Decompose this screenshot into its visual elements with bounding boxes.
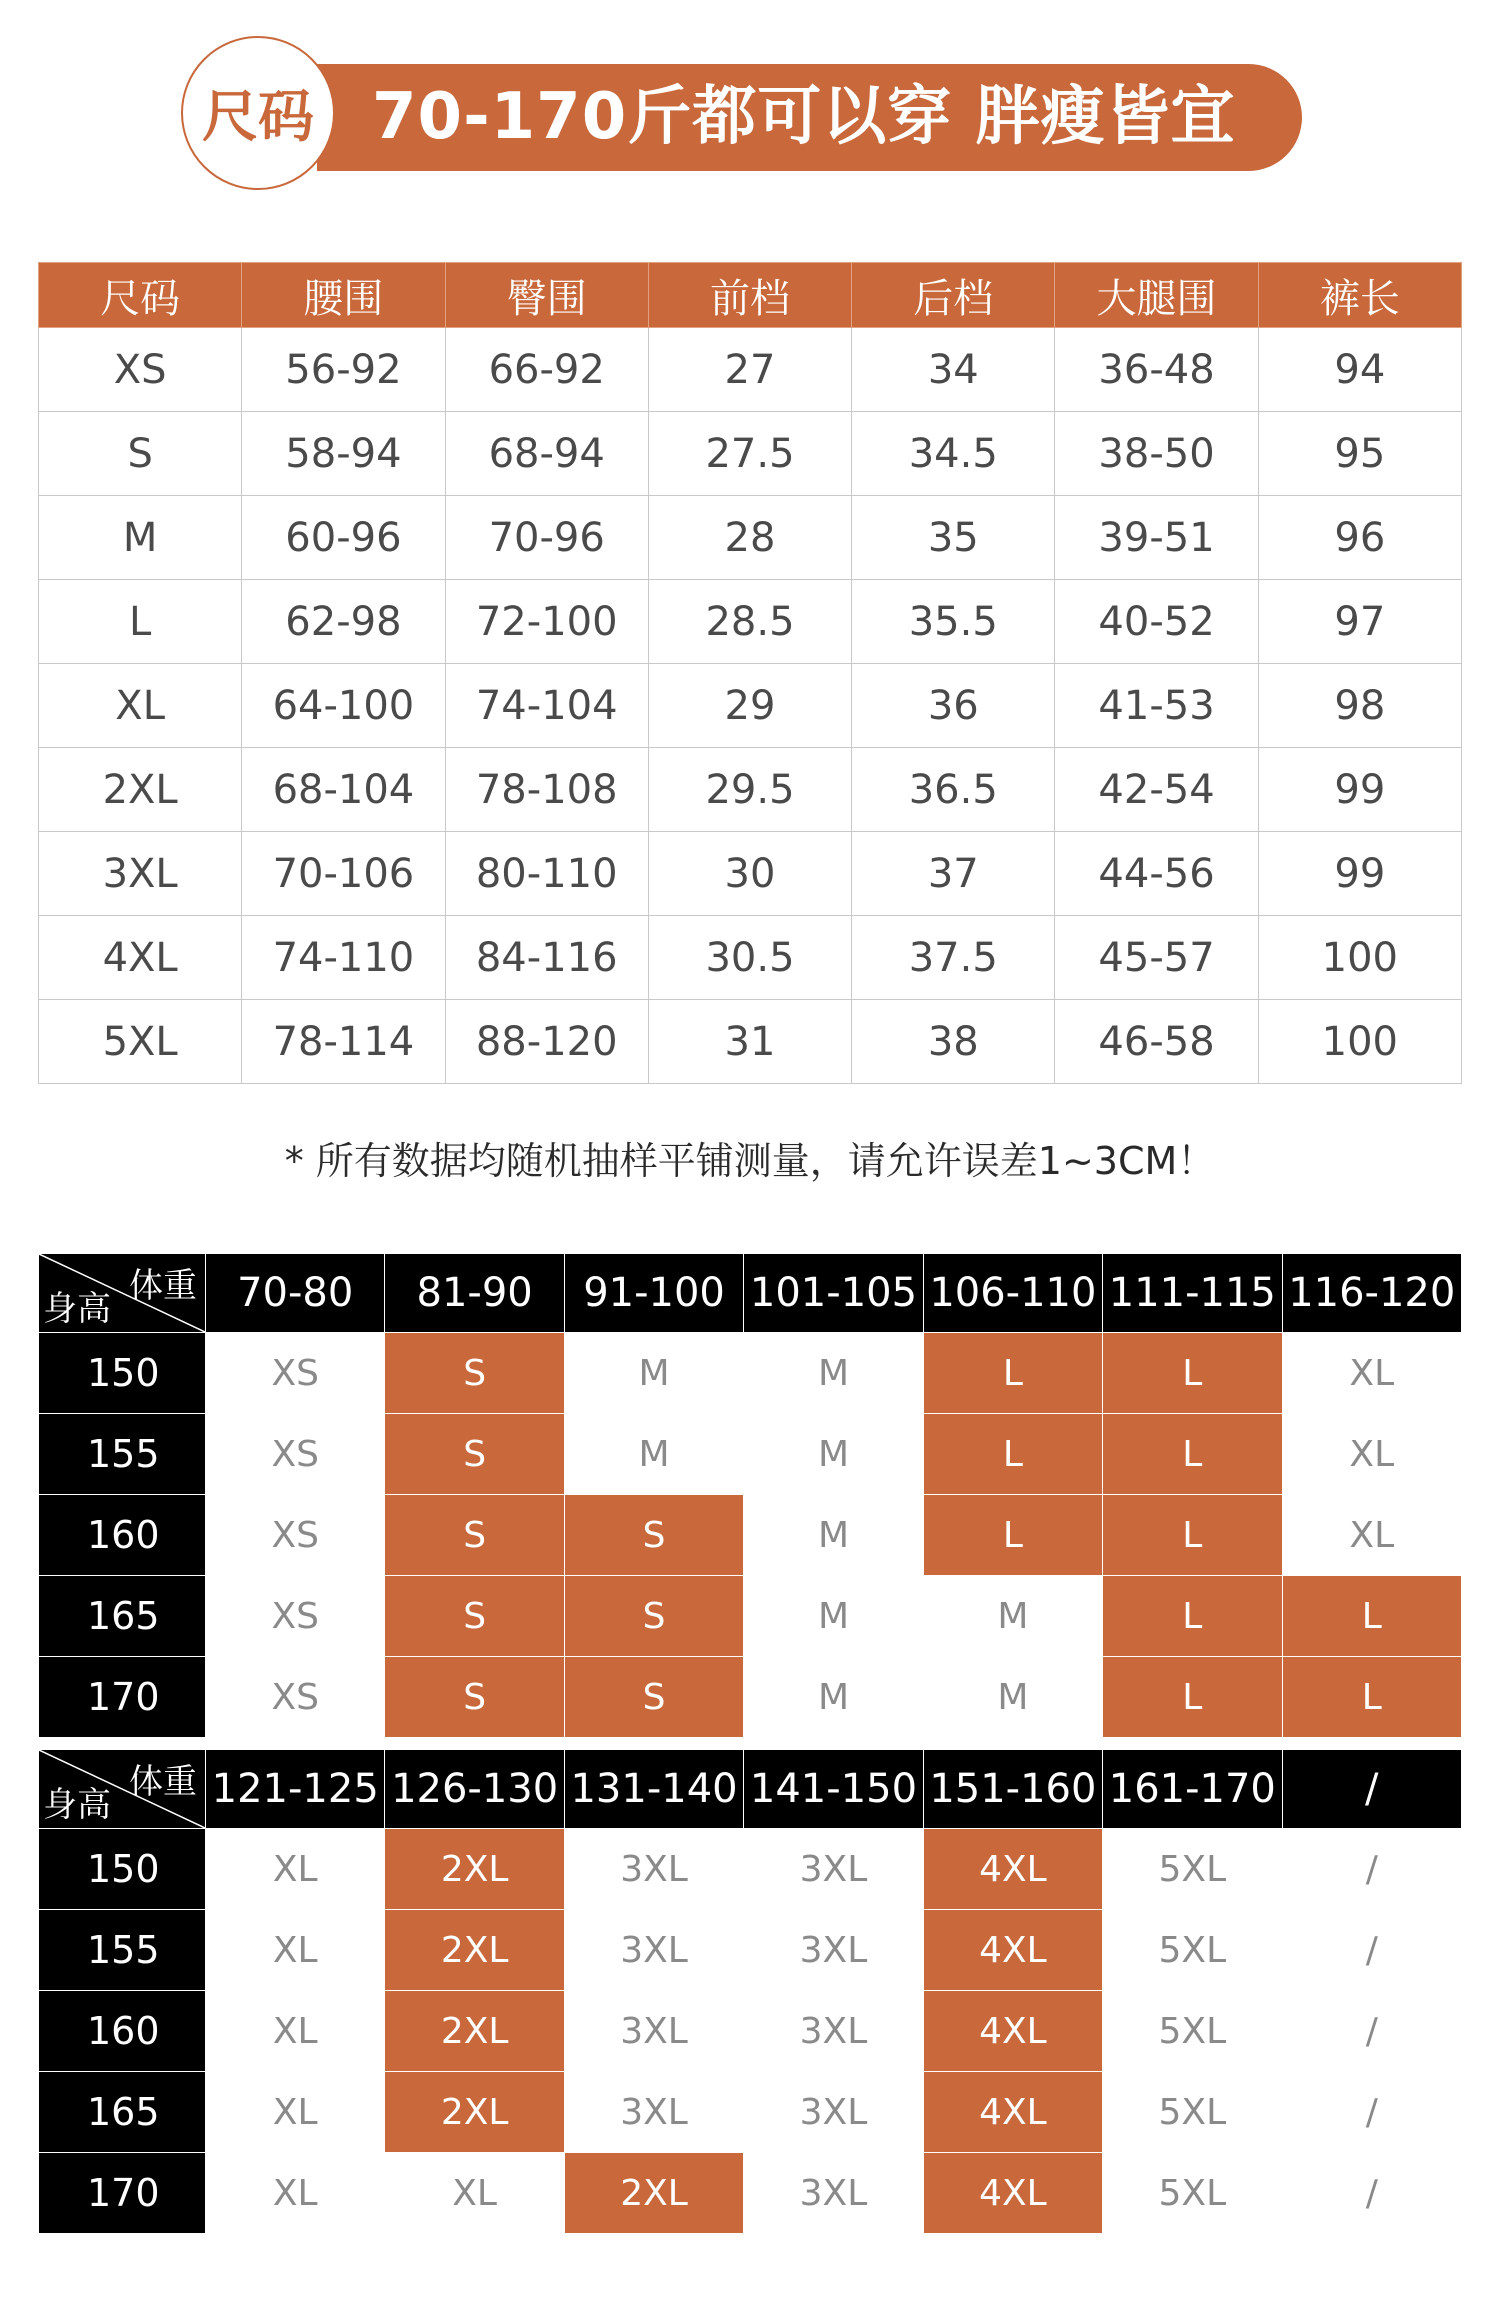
measurement-cell: 37.5 [852,916,1055,1000]
fit-table-header-row [39,1750,1462,1829]
measurement-cell: 35.5 [852,580,1055,664]
size-table-body [39,328,1462,1084]
corner-weight-label: 体重 [129,1762,197,1802]
size-cell: 3XL [564,1910,743,1991]
size-table-header-row [39,263,1462,328]
measurement-cell: 78-108 [445,748,648,832]
size-cell: 4XL [923,2072,1102,2153]
measurement-cell: 40-52 [1055,580,1258,664]
weight-header: 121-125 [206,1750,385,1829]
size-cell: XS [206,1657,385,1738]
measurement-cell: 38-50 [1055,412,1258,496]
headline-text: 70-170斤都可以穿 胖瘦皆宜 [372,80,1236,154]
size-cell: XL [206,2153,385,2234]
column-header: 后档 [852,263,1055,328]
measurement-cell: 100 [1258,1000,1461,1084]
size-cell: M [923,1657,1102,1738]
size-label-cell: M [39,496,242,580]
size-cell: 2XL [564,2153,743,2234]
measurement-cell: 62-98 [242,580,445,664]
size-cell: 4XL [923,2153,1102,2234]
measurement-cell: 29 [648,664,851,748]
size-label-cell: 5XL [39,1000,242,1084]
size-cell: / [1282,1991,1461,2072]
size-cell: S [385,1657,564,1738]
size-cell: 3XL [744,1910,923,1991]
measurement-cell: 96 [1258,496,1461,580]
size-cell: XL [206,1991,385,2072]
weight-header: 151-160 [923,1750,1102,1829]
size-cell: L [1103,1414,1282,1495]
size-cell: L [923,1333,1102,1414]
size-cell: 2XL [385,1829,564,1910]
size-cell: L [923,1414,1102,1495]
size-cell: XL [1282,1333,1461,1414]
size-cell: XL [1282,1414,1461,1495]
measurement-cell: 46-58 [1055,1000,1258,1084]
size-badge [181,36,335,190]
table-row [39,1657,1462,1738]
size-cell: XL [385,2153,564,2234]
measurement-cell: 80-110 [445,832,648,916]
size-cell: XS [206,1414,385,1495]
size-cell: S [564,1495,743,1576]
measurement-cell: 98 [1258,664,1461,748]
measurement-cell: 36-48 [1055,328,1258,412]
size-cell: 5XL [1103,1829,1282,1910]
table-row [39,664,1462,748]
height-cell: 170 [39,1657,206,1738]
size-label-cell: L [39,580,242,664]
measurement-cell: 30.5 [648,916,851,1000]
size-cell: L [1103,1576,1282,1657]
measurement-cell: 35 [852,496,1055,580]
measurement-cell: 42-54 [1055,748,1258,832]
size-label-cell: 4XL [39,916,242,1000]
measurement-cell: 30 [648,832,851,916]
measurement-cell: 64-100 [242,664,445,748]
size-cell: 3XL [564,2072,743,2153]
size-cell: S [564,1657,743,1738]
size-cell: 5XL [1103,2153,1282,2234]
fit-table-header-row [39,1254,1462,1333]
size-cell: / [1282,1910,1461,1991]
size-cell: 4XL [923,1829,1102,1910]
corner-header [39,1750,206,1829]
size-cell: M [744,1576,923,1657]
measurement-cell: 84-116 [445,916,648,1000]
measurement-cell: 41-53 [1055,664,1258,748]
size-cell: L [1103,1657,1282,1738]
size-badge-label: 尺码 [202,85,314,150]
measurement-cell: 56-92 [242,328,445,412]
height-cell: 155 [39,1414,206,1495]
size-cell: XS [206,1495,385,1576]
corner-header [39,1254,206,1333]
size-cell: 5XL [1103,2072,1282,2153]
table-row [39,328,1462,412]
table-row [39,1495,1462,1576]
measurement-cell: 29.5 [648,748,851,832]
size-cell: S [385,1495,564,1576]
size-cell: 2XL [385,1991,564,2072]
size-cell: 3XL [744,1829,923,1910]
size-cell: / [1282,2153,1461,2234]
measurement-cell: 94 [1258,328,1461,412]
weight-header: 116-120 [1282,1254,1461,1333]
measurement-cell: 99 [1258,748,1461,832]
measurement-cell: 68-104 [242,748,445,832]
measurement-cell: 28 [648,496,851,580]
measurement-note: * 所有数据均随机抽样平铺测量，请允许误差1~3CM！ [284,1139,1216,1183]
size-cell: L [1282,1576,1461,1657]
measurement-cell: 34.5 [852,412,1055,496]
size-cell: M [744,1657,923,1738]
size-label-cell: S [39,412,242,496]
weight-header: / [1282,1750,1461,1829]
table-row [39,832,1462,916]
corner-height-label: 身高 [43,1289,111,1329]
height-cell: 150 [39,1829,206,1910]
weight-header: 101-105 [744,1254,923,1333]
measurement-cell: 34 [852,328,1055,412]
measurement-cell: 27 [648,328,851,412]
measurement-cell: 95 [1258,412,1461,496]
table-row [39,1910,1462,1991]
fit-table-light [38,1253,1462,1738]
table-row [39,748,1462,832]
size-cell: 3XL [744,1991,923,2072]
size-cell: S [564,1576,743,1657]
measurement-cell: 78-114 [242,1000,445,1084]
table-row [39,2072,1462,2153]
measurement-cell: 100 [1258,916,1461,1000]
height-cell: 165 [39,1576,206,1657]
size-cell: 3XL [564,1991,743,2072]
size-label-cell: XL [39,664,242,748]
measurement-cell: 44-56 [1055,832,1258,916]
measurement-cell: 39-51 [1055,496,1258,580]
weight-header: 70-80 [206,1254,385,1333]
size-cell: S [385,1333,564,1414]
measurement-cell: 45-57 [1055,916,1258,1000]
table-row [39,1991,1462,2072]
measurement-cell: 70-106 [242,832,445,916]
size-cell: 4XL [923,1910,1102,1991]
size-cell: XL [1282,1495,1461,1576]
weight-header: 131-140 [564,1750,743,1829]
size-cell: 4XL [923,1991,1102,2072]
measurement-cell: 60-96 [242,496,445,580]
corner-height-label: 身高 [43,1785,111,1825]
table-row [39,1829,1462,1910]
weight-header: 81-90 [385,1254,564,1333]
height-cell: 170 [39,2153,206,2234]
size-label-cell: 3XL [39,832,242,916]
height-cell: 150 [39,1333,206,1414]
size-cell: XL [206,1829,385,1910]
size-cell: XS [206,1333,385,1414]
weight-header: 161-170 [1103,1750,1282,1829]
measurement-cell: 28.5 [648,580,851,664]
measurement-cell: 58-94 [242,412,445,496]
weight-header: 91-100 [564,1254,743,1333]
measurement-cell: 72-100 [445,580,648,664]
size-cell: 2XL [385,2072,564,2153]
table-row [39,916,1462,1000]
size-cell: / [1282,2072,1461,2153]
weight-header: 126-130 [385,1750,564,1829]
height-cell: 165 [39,2072,206,2153]
measurement-cell: 74-110 [242,916,445,1000]
size-cell: M [744,1495,923,1576]
measurement-cell: 31 [648,1000,851,1084]
size-label-cell: 2XL [39,748,242,832]
size-cell: L [1103,1333,1282,1414]
size-cell: 3XL [744,2153,923,2234]
size-cell: M [564,1414,743,1495]
size-cell: XS [206,1576,385,1657]
table-row [39,2153,1462,2234]
table-row [39,496,1462,580]
size-cell: L [923,1495,1102,1576]
fit-table-heavy [38,1749,1462,2234]
table-row [39,1576,1462,1657]
size-cell: 5XL [1103,1991,1282,2072]
size-cell: M [744,1333,923,1414]
column-header: 臀围 [445,263,648,328]
column-header: 尺码 [39,263,242,328]
column-header: 大腿围 [1055,263,1258,328]
column-header: 裤长 [1258,263,1461,328]
size-cell: 3XL [564,1829,743,1910]
size-cell: M [564,1333,743,1414]
measurement-cell: 27.5 [648,412,851,496]
size-cell: XL [206,1910,385,1991]
size-cell: M [744,1414,923,1495]
measurement-cell: 68-94 [445,412,648,496]
size-cell: L [1103,1495,1282,1576]
measurement-cell: 66-92 [445,328,648,412]
size-cell: 5XL [1103,1910,1282,1991]
measurement-cell: 88-120 [445,1000,648,1084]
size-cell: M [923,1576,1102,1657]
table-row [39,1000,1462,1084]
size-cell: 2XL [385,1910,564,1991]
measurement-cell: 38 [852,1000,1055,1084]
table-row [39,412,1462,496]
measurement-cell: 70-96 [445,496,648,580]
measurement-cell: 37 [852,832,1055,916]
size-cell: / [1282,1829,1461,1910]
measurement-cell: 99 [1258,832,1461,916]
height-cell: 160 [39,1495,206,1576]
height-cell: 155 [39,1910,206,1991]
height-cell: 160 [39,1991,206,2072]
size-label-cell: XS [39,328,242,412]
weight-header: 141-150 [744,1750,923,1829]
table-row [39,1414,1462,1495]
measurement-cell: 74-104 [445,664,648,748]
weight-header: 106-110 [923,1254,1102,1333]
table-row [39,1333,1462,1414]
size-cell: S [385,1576,564,1657]
measurement-cell: 97 [1258,580,1461,664]
size-cell: S [385,1414,564,1495]
column-header: 前档 [648,263,851,328]
size-table [38,262,1462,1084]
weight-header: 111-115 [1103,1254,1282,1333]
measurement-cell: 36.5 [852,748,1055,832]
table-row [39,580,1462,664]
size-cell: XL [206,2072,385,2153]
corner-weight-label: 体重 [129,1266,197,1306]
column-header: 腰围 [242,263,445,328]
size-cell: L [1282,1657,1461,1738]
measurement-cell: 36 [852,664,1055,748]
size-cell: 3XL [744,2072,923,2153]
